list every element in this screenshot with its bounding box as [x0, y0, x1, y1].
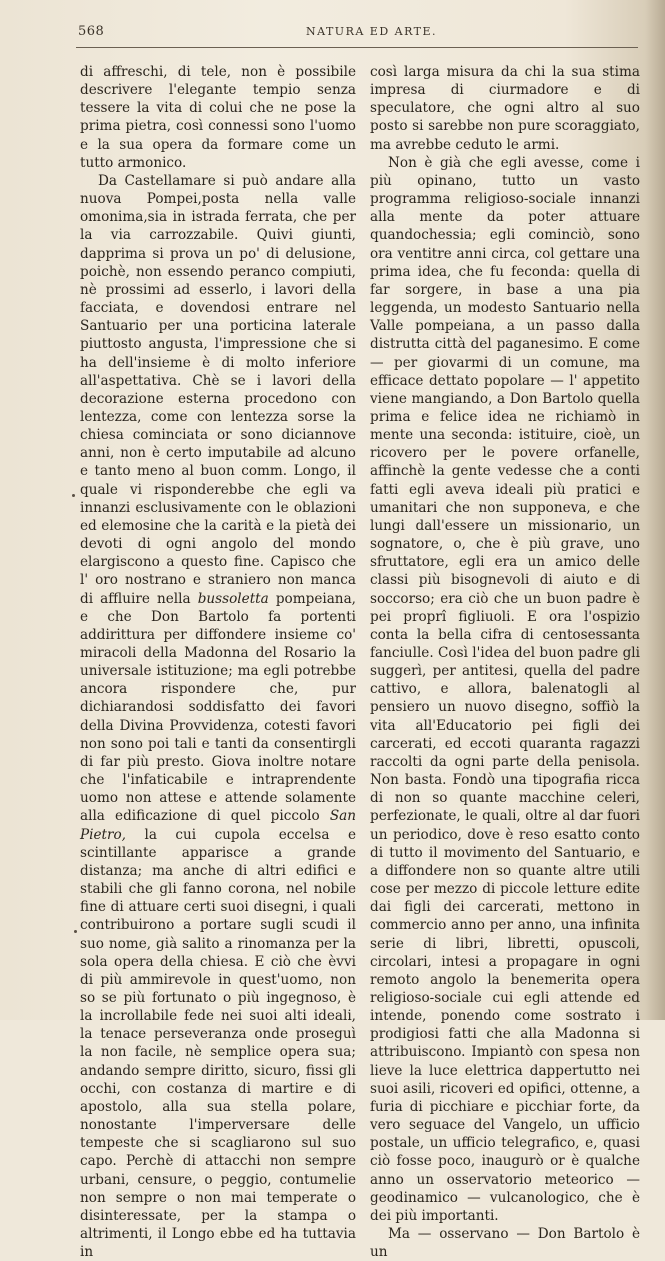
text-run: la cui cupola eccelsa e scintillante apparisce a grande distanza; ma anche di altri edifici e stabili che gli fanno corona, nel nobile fine di attuare certi suoi disegni, i quali contribuirono a portare sugli scudi il suo nome, già salito a rinomanza per la sola opera della chiesa. E ciò che èvvi di più ammirevole in quest'uomo, non so se più fortunato o più ingegnoso, è la incrollabile fede nei suoi alti ideali, la tenace perseveranza onde proseguì la non facile, nè semplice opera sua; andando sempre diritto, sicuro, fissi gli occhi, con costanza di martire e di apostolo, alla sua stella polare, nonostante l'imperversare delle tempeste che si scagliarono sul suo capo. Perchè di attacchi non sempre urbani, censure, o peggio, contumelie non sempre o non mai temperate o disinteressate, per la stampa o altrimenti, il Longo ebbe ed ha tuttavia in [80, 826, 356, 1261]
running-title: NATURA ED ARTE. [306, 25, 438, 38]
text-run: Da Castellamare si può andare alla nuova Pompei,posta nella valle omonima,sia in istrada ferrata, che per la via carrozzabile. Quivi giunti, dapprima si prova un po' di delusione, poichè, non essendo peranco compiuti, nè prossimi ad esserlo, i lavori della facciata, e dovendosi entrare nel Santuario per una porticina laterale piuttosto angusta, l'impressione che si ha dell'insieme è di molto inferiore all'aspettativa. Chè se i lavori della decorazione esterna procedono con lentezza, come con lentezza sorse la chiesa cominciata or sono diciannove anni, non è certo imputabile ad alcuno e tanto meno al buon comm. Longo, il quale vi risponderebbe che egli va innanzi esclusivamente con le oblazioni ed elemosine che la carità e la pietà dei devoti di ogni angolo del mondo elargiscono a questo fine. Capisco che l' oro nostrano e straniero non manca di affluire nella [80, 172, 356, 607]
left-column [80, 63, 356, 1261]
left-paragraph-1: di affreschi, di tele, non è possibile descrivere l'elegante tempio senza tessere la vita di colui che ne pose la prima pietra, così connessi sono l'uomo e la sua opera da formare come un tutto armonico. [80, 64, 356, 171]
text-run: pompeiana, e che Don Bartolo fa portenti addirittura per diffondere insieme co' miracoli della Madonna del Rosario la universale istituzione; ma egli potrebbe ancora rispondere che, pur dichiarandosi soddisfatto dei favori della Divina Provvidenza, cotesti favori non sono poi tali e tanti da consentirgli di far più presto. Giova inoltre notare che l'infaticabile e intraprendente uomo non attese e attende solamente alla edificazione di quel piccolo [80, 590, 356, 825]
right-column [370, 63, 640, 1261]
right-paragraph-3: Ma — osservano — Don Bartolo è un [370, 1226, 640, 1261]
left-paragraph-2 [80, 172, 356, 1261]
page-number: 568 [78, 24, 105, 39]
margin-speck [74, 930, 77, 933]
italic-word: bussoletta [197, 590, 269, 607]
right-paragraph-2: Non è già che egli avesse, come i più opinano, tutto un vasto programma religioso-sociale innanzi alla mente da poter attuare quandochessia; egli cominciò, sono ora ventitre anni circa, col gettare una prima idea, che fu feconda: quella di far sorgere, in base a una pia leggenda, un modesto Santuario nella Valle pompeiana, a un passo dalla distrutta città del paganesimo. E come — per giovarmi di un comune, ma efficace dettato popolare — l' appetito viene mangiando, a Don Bartolo quella prima e felice idea ne richiamò in mente una seconda: istituire, cioè, un ricovero per le povere orfanelle, affinchè la gente vedesse che a conti fatti egli aveva ideali più pratici e umanitari che non supponeva, e che lungi dall'essere un missionario, un sognatore, o, che è più grave, uno sfruttatore, egli era un amico delle classi più bisognevoli di aiuto e di soccorso; era ciò che un buon padre è pei proprî figliuoli. E ora l'ospizio conta la bella cifra di centosessanta fanciulle. Così l'idea del buon padre gli suggerì, per antitesi, quella del padre cattivo, e allora, balenatogli al pensiero un nuovo disegno, soffiò la vita all'Educatorio pei figli dei carcerati, ed eccoti quaranta ragazzi raccolti da ogni parte della penisola. Non basta. Fondò una tipografia ricca di non so quante macchine celeri, perfezionate, le quali, oltre al dar fuori un periodico, dove è reso esatto conto di tutto il movimento del Santuario, e a diffondere non so quante altre utili cose per mezzo di piccole letture edite dai figli dei carcerati, mettono in commercio anno per anno, una infinita serie di libri, libretti, opuscoli, circolari, intesi a propagare in ogni remoto angolo la benemerita opera religioso-sociale cui egli attende ed intende, ponendo come sostrato i prodigiosi fatti che alla Madonna si attribuiscono. Impiantò con spesa non lieve la luce elettrica dappertutto nei suoi asili, ricoveri ed opifici, ottenne, a furia di picchiare e picchiar forte, da vero seguace del Vangelo, un ufficio postale, un ufficio telegrafico, e, quasi ciò fosse poco, inaugurò or è qualche anno un osservatorio meteorico — geodinamico — vulcanologico, che è dei più importanti. [370, 154, 640, 1224]
header-rule [76, 47, 638, 48]
italic-word: San Pietro, [80, 808, 356, 843]
page-header [78, 22, 645, 44]
right-paragraph-1: così larga misura da chi la sua stima impresa di ciurmadore e di speculatore, che ogni altro al suo posto si sarebbe non pure scoraggiato, ma avrebbe ceduto le armi. [370, 64, 640, 153]
margin-speck [72, 494, 75, 497]
